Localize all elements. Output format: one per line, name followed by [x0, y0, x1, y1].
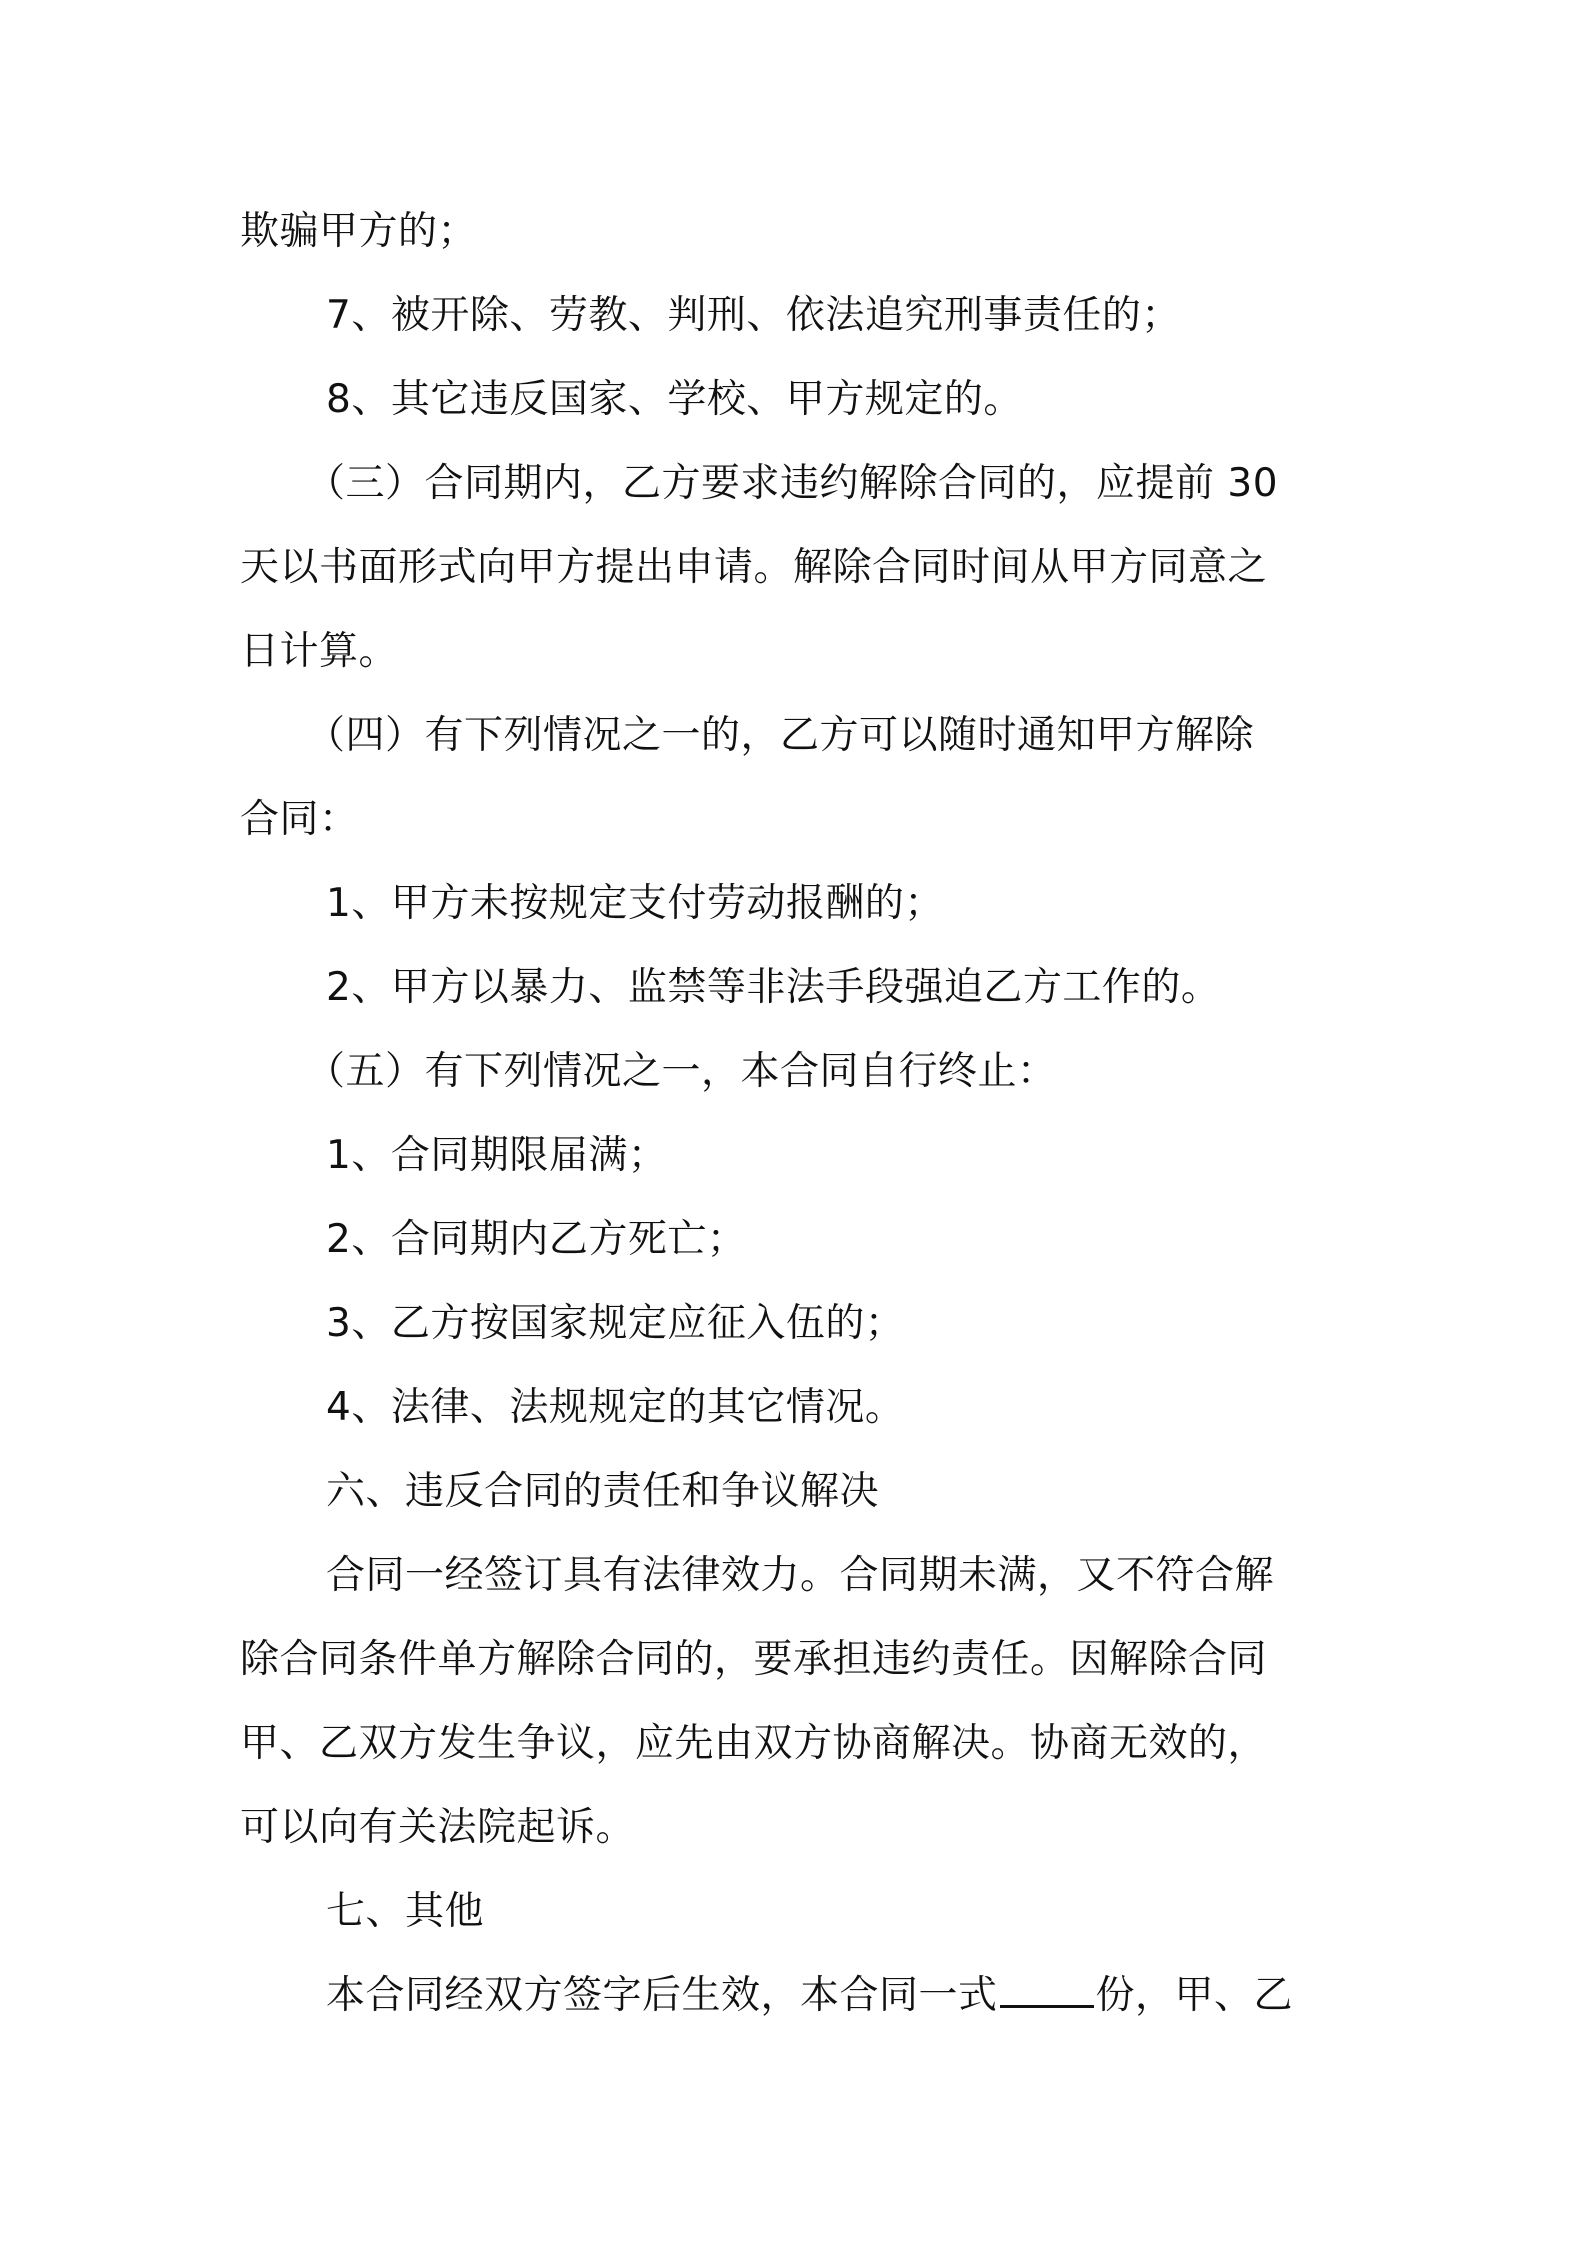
text-line: 合同： [240, 797, 359, 842]
fill-in-blank [1000, 1971, 1094, 2008]
text-line: （三）合同期内，乙方要求违约解除合同的，应提前 30 [306, 461, 1279, 506]
text-line: 合同一经签订具有法律效力。合同期未满，又不符合解 [326, 1553, 1275, 1598]
text-line: 8、其它违反国家、学校、甲方规定的。 [326, 377, 1023, 422]
text-line: 欺骗甲方的； [240, 209, 478, 254]
text-line: （五）有下列情况之一，本合同自行终止： [306, 1049, 1057, 1094]
text-line: 除合同条件单方解除合同的，要承担违约责任。因解除合同 [240, 1637, 1268, 1682]
text-segment: 份，甲、乙 [1095, 1973, 1294, 2018]
text-line: 1、合同期限届满； [326, 1133, 668, 1178]
text-line: 7、被开除、劳教、判刑、依法追究刑事责任的； [326, 293, 1181, 338]
text-line: （四）有下列情况之一的，乙方可以随时通知甲方解除 [306, 713, 1255, 758]
text-line: 可以向有关法院起诉。 [240, 1805, 636, 1850]
contract-text [240, 190, 1350, 2038]
section-heading: 六、违反合同的责任和争议解决 [326, 1469, 880, 1514]
text-line: 1、甲方未按规定支付劳动报酬的； [326, 881, 944, 926]
text-line: 天以书面形式向甲方提出申请。解除合同时间从甲方同意之 [240, 545, 1268, 590]
text-line: 4、法律、法规规定的其它情况。 [326, 1385, 905, 1430]
text-segment: 本合同经双方签字后生效，本合同一式 [326, 1973, 998, 2018]
text-line: 日计算。 [240, 629, 399, 674]
section-heading: 七、其他 [326, 1889, 485, 1934]
text-line: 2、甲方以暴力、监禁等非法手段强迫乙方工作的。 [326, 965, 1221, 1010]
text-line: 3、乙方按国家规定应征入伍的； [326, 1301, 905, 1346]
text-line: 2、合同期内乙方死亡； [326, 1217, 747, 1262]
text-line-with-blank [240, 1954, 1350, 2038]
text-line: 甲、乙双方发生争议，应先由双方协商解决。协商无效的， [240, 1721, 1268, 1766]
